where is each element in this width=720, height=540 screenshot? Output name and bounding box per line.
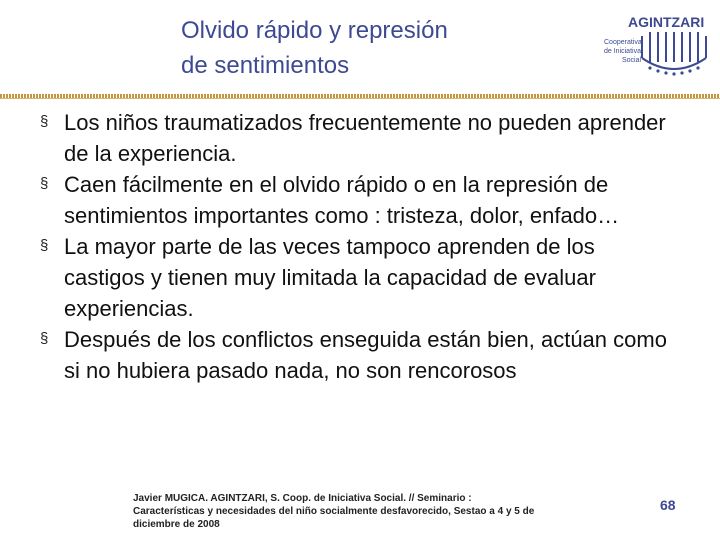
bullet-item bbox=[40, 324, 680, 386]
logo-line-1: Cooperativa bbox=[604, 39, 642, 46]
bullet-item bbox=[40, 169, 680, 231]
slide-title bbox=[181, 13, 581, 83]
bullet-list bbox=[40, 107, 680, 386]
slide-title-line-1: Olvido rápido y represión bbox=[181, 17, 448, 44]
footer-line-3: diciembre de 2008 bbox=[133, 519, 220, 530]
agintzari-logo bbox=[598, 10, 718, 88]
logo-brand-text: AGINTZARI bbox=[628, 14, 705, 30]
footer-line-1: Javier MUGICA. AGINTZARI, S. Coop. de Iniciativa Social. // Seminario : bbox=[133, 493, 472, 504]
bullet-text: La mayor parte de las veces tampoco aprenden de los castigos y tienen muy limitada la capacidad de evaluar experiencias. bbox=[64, 234, 596, 321]
bullet-marker: § bbox=[40, 113, 49, 130]
page-number: 68 bbox=[660, 497, 676, 513]
slide-footer bbox=[133, 492, 633, 531]
footer-line-2: Características y necesidades del niño socialmente desfavorecido, Sestao a 4 y 5 de bbox=[133, 506, 535, 517]
slide-title-line-2: de sentimientos bbox=[181, 52, 350, 79]
bullet-marker: § bbox=[40, 175, 49, 192]
title-divider-line bbox=[0, 98, 720, 99]
logo-line-2: de Iniciativa bbox=[604, 48, 641, 55]
bullet-text: Caen fácilmente en el olvido rápido o en la represión de sentimientos importantes como : tristeza, dolor, enfado… bbox=[64, 172, 620, 228]
bullet-item bbox=[40, 231, 680, 324]
bullet-marker: § bbox=[40, 237, 49, 254]
logo-dots-icon bbox=[648, 66, 699, 75]
logo-line-3: Social bbox=[622, 57, 642, 64]
bullet-item bbox=[40, 107, 680, 169]
bullet-text: Los niños traumatizados frecuentemente no pueden aprender de la experiencia. bbox=[64, 110, 666, 166]
bullet-text: Después de los conflictos enseguida están bien, actúan como si no hubiera pasado nada, no son rencorosos bbox=[64, 327, 667, 383]
logo-bars-icon bbox=[642, 32, 706, 69]
bullet-marker: § bbox=[40, 330, 49, 347]
